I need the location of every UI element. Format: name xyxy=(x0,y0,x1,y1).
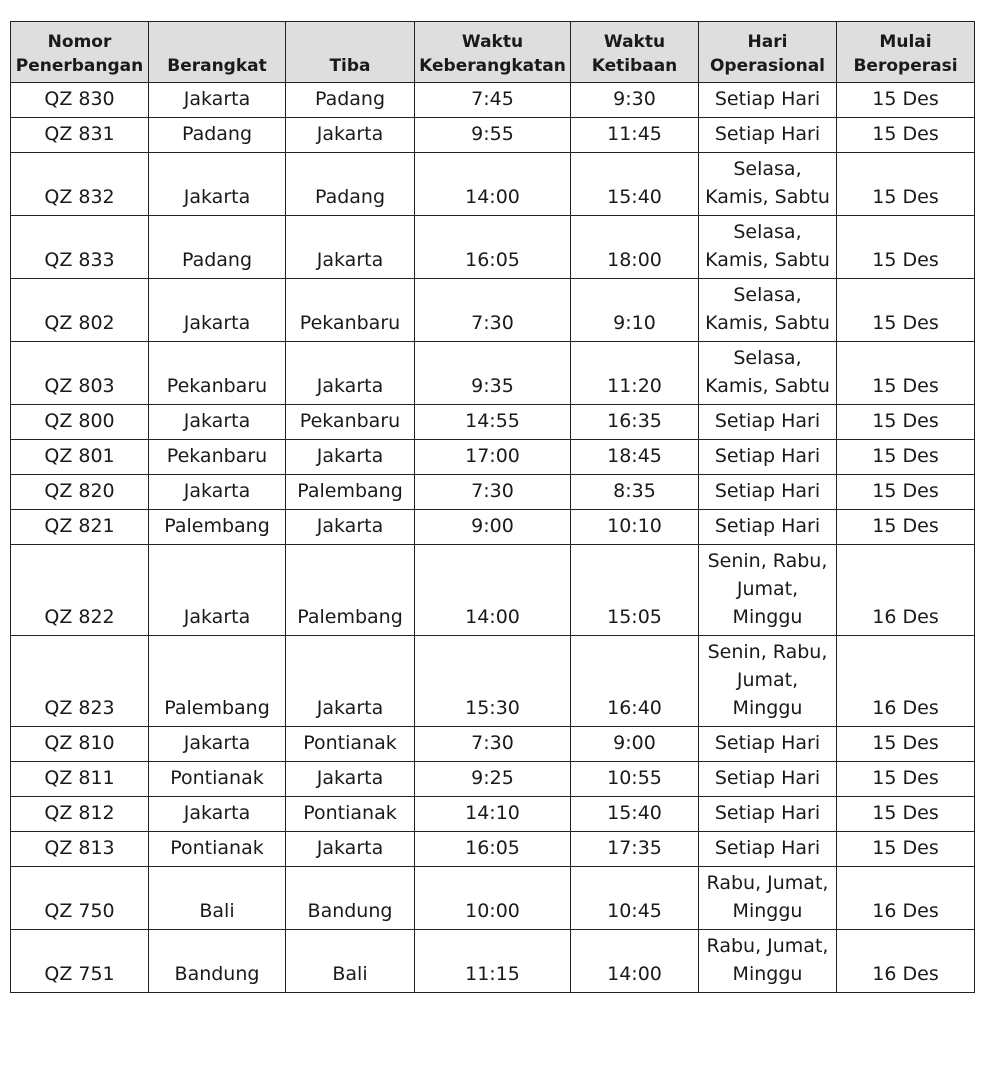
cell-operating-days: Selasa, Kamis, Sabtu xyxy=(699,153,837,216)
cell-start-date: 15 Des xyxy=(837,727,975,762)
cell-arrival-city: Palembang xyxy=(286,545,415,636)
table-row xyxy=(11,216,975,279)
cell-arrival-time: 15:40 xyxy=(571,153,699,216)
cell-arrival-city: Jakarta xyxy=(286,216,415,279)
cell-departure-city: Palembang xyxy=(149,510,286,545)
cell-departure-time: 9:35 xyxy=(415,342,571,405)
cell-operating-days: Senin, Rabu, Jumat, Minggu xyxy=(699,636,837,727)
cell-arrival-time: 11:45 xyxy=(571,118,699,153)
cell-flight-number: QZ 821 xyxy=(11,510,149,545)
cell-start-date: 15 Des xyxy=(837,832,975,867)
cell-arrival-city: Jakarta xyxy=(286,510,415,545)
cell-arrival-time: 18:45 xyxy=(571,440,699,475)
cell-arrival-city: Jakarta xyxy=(286,342,415,405)
cell-flight-number: QZ 813 xyxy=(11,832,149,867)
cell-flight-number: QZ 751 xyxy=(11,930,149,993)
cell-departure-city: Jakarta xyxy=(149,545,286,636)
cell-operating-days: Rabu, Jumat, Minggu xyxy=(699,930,837,993)
cell-departure-time: 14:10 xyxy=(415,797,571,832)
cell-arrival-city: Padang xyxy=(286,83,415,118)
cell-arrival-city: Pekanbaru xyxy=(286,405,415,440)
cell-departure-city: Pekanbaru xyxy=(149,440,286,475)
table-row xyxy=(11,440,975,475)
table-row xyxy=(11,867,975,930)
flight-schedule-table xyxy=(10,21,975,993)
column-header-flight-number: Nomor Penerbangan xyxy=(11,22,149,83)
cell-flight-number: QZ 831 xyxy=(11,118,149,153)
cell-arrival-time: 9:00 xyxy=(571,727,699,762)
cell-operating-days: Setiap Hari xyxy=(699,118,837,153)
cell-departure-city: Padang xyxy=(149,118,286,153)
cell-departure-city: Palembang xyxy=(149,636,286,727)
cell-arrival-time: 11:20 xyxy=(571,342,699,405)
column-header-departure-time: Waktu Keberangkatan xyxy=(415,22,571,83)
table-row xyxy=(11,832,975,867)
column-header-arrival-city: Tiba xyxy=(286,22,415,83)
cell-start-date: 15 Des xyxy=(837,762,975,797)
cell-start-date: 15 Des xyxy=(837,279,975,342)
cell-flight-number: QZ 810 xyxy=(11,727,149,762)
cell-arrival-city: Pontianak xyxy=(286,727,415,762)
cell-departure-city: Padang xyxy=(149,216,286,279)
cell-operating-days: Setiap Hari xyxy=(699,762,837,797)
table-row xyxy=(11,797,975,832)
cell-arrival-time: 9:30 xyxy=(571,83,699,118)
cell-arrival-time: 18:00 xyxy=(571,216,699,279)
table-row xyxy=(11,930,975,993)
cell-start-date: 15 Des xyxy=(837,440,975,475)
cell-arrival-city: Palembang xyxy=(286,475,415,510)
cell-operating-days: Setiap Hari xyxy=(699,405,837,440)
table-row xyxy=(11,118,975,153)
cell-departure-city: Pekanbaru xyxy=(149,342,286,405)
header-row xyxy=(11,22,975,83)
cell-start-date: 15 Des xyxy=(837,118,975,153)
cell-departure-city: Jakarta xyxy=(149,475,286,510)
cell-start-date: 15 Des xyxy=(837,342,975,405)
table-row xyxy=(11,475,975,510)
cell-start-date: 16 Des xyxy=(837,545,975,636)
cell-flight-number: QZ 820 xyxy=(11,475,149,510)
cell-departure-time: 10:00 xyxy=(415,867,571,930)
cell-departure-time: 16:05 xyxy=(415,216,571,279)
cell-arrival-city: Bali xyxy=(286,930,415,993)
cell-departure-city: Jakarta xyxy=(149,279,286,342)
cell-operating-days: Setiap Hari xyxy=(699,440,837,475)
cell-operating-days: Senin, Rabu, Jumat, Minggu xyxy=(699,545,837,636)
cell-departure-city: Pontianak xyxy=(149,832,286,867)
cell-departure-time: 9:55 xyxy=(415,118,571,153)
cell-operating-days: Setiap Hari xyxy=(699,727,837,762)
cell-departure-city: Bali xyxy=(149,867,286,930)
cell-flight-number: QZ 812 xyxy=(11,797,149,832)
cell-arrival-city: Jakarta xyxy=(286,118,415,153)
cell-operating-days: Setiap Hari xyxy=(699,510,837,545)
cell-start-date: 16 Des xyxy=(837,636,975,727)
cell-start-date: 15 Des xyxy=(837,216,975,279)
cell-start-date: 15 Des xyxy=(837,405,975,440)
cell-flight-number: QZ 803 xyxy=(11,342,149,405)
cell-departure-time: 14:55 xyxy=(415,405,571,440)
cell-departure-city: Jakarta xyxy=(149,83,286,118)
cell-departure-city: Bandung xyxy=(149,930,286,993)
cell-operating-days: Setiap Hari xyxy=(699,83,837,118)
cell-departure-time: 7:30 xyxy=(415,727,571,762)
cell-start-date: 15 Des xyxy=(837,797,975,832)
cell-departure-time: 7:30 xyxy=(415,279,571,342)
cell-arrival-city: Padang xyxy=(286,153,415,216)
cell-flight-number: QZ 801 xyxy=(11,440,149,475)
cell-flight-number: QZ 802 xyxy=(11,279,149,342)
column-header-operating-days: Hari Operasional xyxy=(699,22,837,83)
cell-operating-days: Selasa, Kamis, Sabtu xyxy=(699,279,837,342)
cell-departure-city: Pontianak xyxy=(149,762,286,797)
cell-flight-number: QZ 811 xyxy=(11,762,149,797)
table-row xyxy=(11,405,975,440)
cell-start-date: 15 Des xyxy=(837,83,975,118)
cell-departure-time: 17:00 xyxy=(415,440,571,475)
cell-arrival-time: 15:40 xyxy=(571,797,699,832)
cell-flight-number: QZ 823 xyxy=(11,636,149,727)
cell-arrival-city: Pontianak xyxy=(286,797,415,832)
table-row xyxy=(11,636,975,727)
cell-arrival-time: 14:00 xyxy=(571,930,699,993)
cell-departure-city: Jakarta xyxy=(149,797,286,832)
cell-flight-number: QZ 800 xyxy=(11,405,149,440)
column-header-start-date: Mulai Beroperasi xyxy=(837,22,975,83)
cell-arrival-city: Jakarta xyxy=(286,762,415,797)
cell-arrival-time: 10:10 xyxy=(571,510,699,545)
cell-operating-days: Selasa, Kamis, Sabtu xyxy=(699,216,837,279)
cell-arrival-time: 16:35 xyxy=(571,405,699,440)
cell-start-date: 16 Des xyxy=(837,867,975,930)
table-row xyxy=(11,83,975,118)
cell-arrival-time: 17:35 xyxy=(571,832,699,867)
cell-departure-time: 14:00 xyxy=(415,153,571,216)
cell-departure-city: Jakarta xyxy=(149,405,286,440)
cell-start-date: 16 Des xyxy=(837,930,975,993)
cell-departure-time: 14:00 xyxy=(415,545,571,636)
cell-operating-days: Setiap Hari xyxy=(699,797,837,832)
table-row xyxy=(11,342,975,405)
table-body xyxy=(11,83,975,993)
cell-arrival-city: Jakarta xyxy=(286,636,415,727)
cell-departure-time: 9:25 xyxy=(415,762,571,797)
cell-arrival-time: 15:05 xyxy=(571,545,699,636)
cell-flight-number: QZ 830 xyxy=(11,83,149,118)
table-row xyxy=(11,762,975,797)
cell-flight-number: QZ 822 xyxy=(11,545,149,636)
cell-departure-time: 15:30 xyxy=(415,636,571,727)
cell-arrival-time: 9:10 xyxy=(571,279,699,342)
cell-departure-city: Jakarta xyxy=(149,727,286,762)
cell-departure-time: 16:05 xyxy=(415,832,571,867)
cell-arrival-city: Jakarta xyxy=(286,440,415,475)
table-row xyxy=(11,510,975,545)
cell-arrival-time: 10:45 xyxy=(571,867,699,930)
cell-start-date: 15 Des xyxy=(837,475,975,510)
cell-departure-time: 9:00 xyxy=(415,510,571,545)
column-header-departure-city: Berangkat xyxy=(149,22,286,83)
cell-arrival-city: Jakarta xyxy=(286,832,415,867)
cell-operating-days: Setiap Hari xyxy=(699,832,837,867)
cell-flight-number: QZ 833 xyxy=(11,216,149,279)
cell-arrival-city: Pekanbaru xyxy=(286,279,415,342)
cell-arrival-time: 16:40 xyxy=(571,636,699,727)
cell-operating-days: Setiap Hari xyxy=(699,475,837,510)
cell-operating-days: Rabu, Jumat, Minggu xyxy=(699,867,837,930)
cell-departure-time: 11:15 xyxy=(415,930,571,993)
table-row xyxy=(11,153,975,216)
cell-arrival-time: 10:55 xyxy=(571,762,699,797)
cell-flight-number: QZ 832 xyxy=(11,153,149,216)
cell-departure-time: 7:30 xyxy=(415,475,571,510)
cell-start-date: 15 Des xyxy=(837,510,975,545)
cell-departure-time: 7:45 xyxy=(415,83,571,118)
cell-arrival-city: Bandung xyxy=(286,867,415,930)
cell-arrival-time: 8:35 xyxy=(571,475,699,510)
column-header-arrival-time: Waktu Ketibaan xyxy=(571,22,699,83)
table-row xyxy=(11,727,975,762)
cell-departure-city: Jakarta xyxy=(149,153,286,216)
table-header xyxy=(11,22,975,83)
cell-flight-number: QZ 750 xyxy=(11,867,149,930)
table-row xyxy=(11,545,975,636)
cell-operating-days: Selasa, Kamis, Sabtu xyxy=(699,342,837,405)
cell-start-date: 15 Des xyxy=(837,153,975,216)
table-row xyxy=(11,279,975,342)
